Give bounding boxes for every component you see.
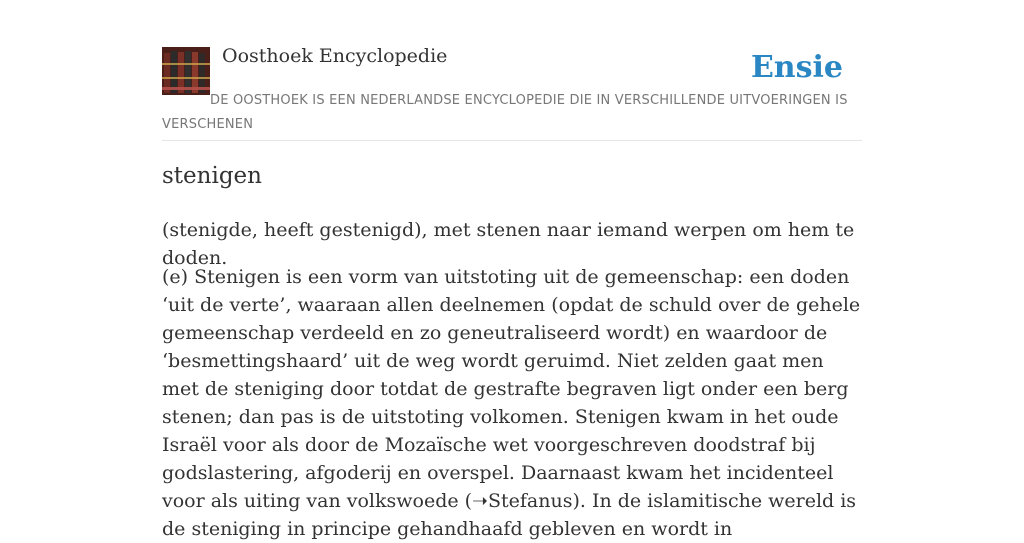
article-definition: (stenigde, heeft gestenigd), met stenen naar iemand werpen om hem te doden. — [162, 219, 855, 269]
book-spines-avatar-icon — [162, 47, 210, 95]
page-container — [162, 0, 862, 540]
article-title: stenigen — [162, 163, 262, 189]
article-body: (e) Stenigen is een vorm van uitstoting uit de gemeenschap: een doden ‘uit de verte’, waaraan allen deelnemen (opdat de schuld over de gehele gemeenschap verdeeld en zo geneutraliseerd wordt) en waardoor de ‘besmettingshaard’ uit de weg wordt geruimd. Niet zelden gaat men met de steniging door totdat de gestrafte begraven ligt onder een berg stenen; dan pas is de uitstoting volkomen. Stenigen kwam in het oude Israël voor als door de Mozaïsche wet voorgeschreven doodstraf bij godslastering, afgoderij en overspel. Daarnaast kwam het incidenteel voor als uiting van volkswoede (➝Stefanus). In de islamitische wereld is de steniging in principe gehandhaafd gebleven en wordt in — [162, 266, 861, 540]
site-header — [162, 0, 862, 141]
brand-logo-link[interactable]: Ensie — [750, 50, 843, 85]
site-name-link[interactable]: Oosthoek Encyclopedie — [222, 45, 448, 67]
site-tagline: DE OOSTHOEK IS EEN NEDERLANDSE ENCYCLOPEDIE DIE IN VERSCHILLENDE UITVOERINGEN IS VERSCHENEN — [162, 93, 848, 132]
site-avatar[interactable] — [162, 47, 210, 95]
